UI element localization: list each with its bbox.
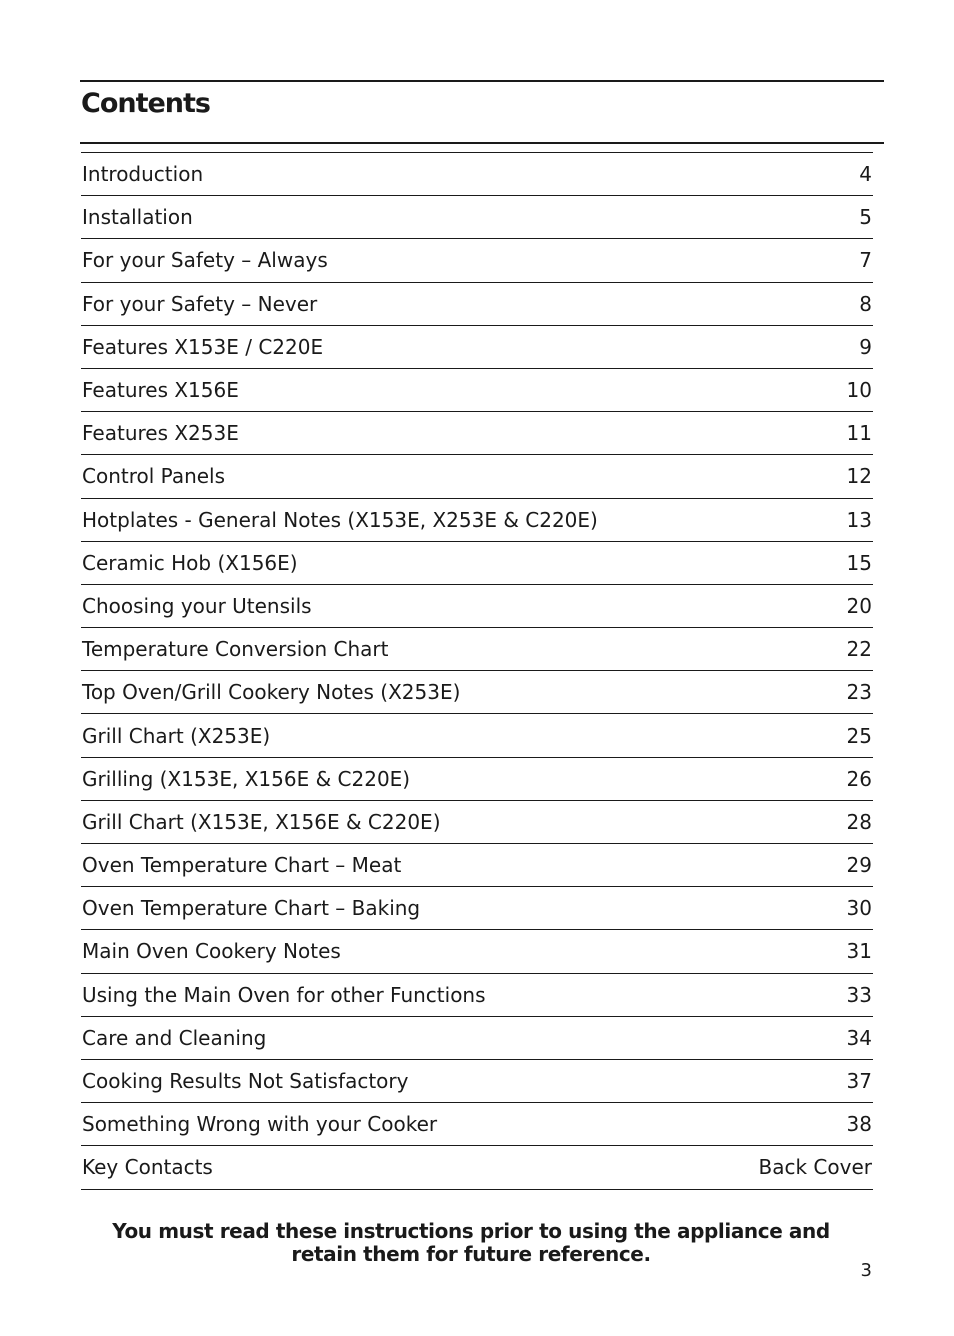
toc-entry xyxy=(81,369,873,412)
toc-entry-page: 5 xyxy=(859,205,872,230)
toc-entry-label: Ceramic Hob (X156E) xyxy=(82,550,298,575)
toc-entry xyxy=(81,1103,873,1146)
toc-entry-page: 37 xyxy=(846,1069,872,1094)
toc-entry-label: Grill Chart (X153E, X156E & C220E) xyxy=(82,809,441,834)
toc-entry xyxy=(81,153,873,196)
toc-entry-page: 8 xyxy=(859,291,872,316)
toc-entry-label: Features X156E xyxy=(82,378,239,403)
toc-entry-page: 7 xyxy=(859,248,872,273)
title-rule xyxy=(80,142,884,144)
toc-entry xyxy=(81,1146,873,1189)
toc-entry xyxy=(81,887,873,930)
toc-entry-page: Back Cover xyxy=(758,1155,872,1180)
toc-entry xyxy=(81,628,873,671)
toc-entry-label: Using the Main Oven for other Functions xyxy=(82,982,486,1007)
table-of-contents xyxy=(81,152,873,1190)
toc-entry-page: 10 xyxy=(846,378,872,403)
toc-entry-label: Grill Chart (X253E) xyxy=(82,723,271,748)
toc-entry-label: For your Safety – Always xyxy=(82,248,328,273)
toc-entry-page: 22 xyxy=(846,637,872,662)
toc-entry-label: Main Oven Cookery Notes xyxy=(82,939,341,964)
toc-entry-label: Cooking Results Not Satisfactory xyxy=(82,1069,409,1094)
toc-entry-label: Features X253E xyxy=(82,421,239,446)
toc-entry-page: 25 xyxy=(846,723,872,748)
toc-entry-label: Introduction xyxy=(82,162,204,187)
toc-entry xyxy=(81,455,873,498)
toc-entry xyxy=(81,1017,873,1060)
toc-entry-page: 20 xyxy=(846,593,872,618)
toc-entry xyxy=(81,239,873,282)
toc-entry-page: 9 xyxy=(859,334,872,359)
toc-entry xyxy=(81,671,873,714)
toc-entry-page: 34 xyxy=(846,1025,872,1050)
toc-entry-page: 38 xyxy=(846,1112,872,1137)
toc-entry xyxy=(81,974,873,1017)
toc-entry-page: 13 xyxy=(846,507,872,532)
toc-entry-label: Top Oven/Grill Cookery Notes (X253E) xyxy=(82,680,461,705)
toc-entry-label: Grilling (X153E, X156E & C220E) xyxy=(82,766,411,791)
toc-entry xyxy=(81,542,873,585)
toc-entry xyxy=(81,196,873,239)
toc-entry-page: 26 xyxy=(846,766,872,791)
toc-entry-label: Temperature Conversion Chart xyxy=(82,637,389,662)
page-number: 3 xyxy=(860,1260,872,1281)
toc-entry-page: 11 xyxy=(846,421,872,446)
toc-entry-label: Care and Cleaning xyxy=(82,1025,267,1050)
toc-entry xyxy=(81,930,873,973)
toc-entry-label: Installation xyxy=(82,205,193,230)
toc-entry-label: Something Wrong with your Cooker xyxy=(82,1112,438,1137)
toc-entry-label: For your Safety – Never xyxy=(82,291,318,316)
toc-entry-page: 28 xyxy=(846,809,872,834)
toc-entry-page: 23 xyxy=(846,680,872,705)
toc-entry xyxy=(81,412,873,455)
toc-entry-label: Oven Temperature Chart – Meat xyxy=(82,853,402,878)
toc-entry-page: 33 xyxy=(846,982,872,1007)
toc-entry xyxy=(81,499,873,542)
toc-entry xyxy=(81,1060,873,1103)
toc-entry xyxy=(81,585,873,628)
toc-entry xyxy=(81,714,873,757)
top-rule xyxy=(80,80,884,82)
toc-entry-page: 31 xyxy=(846,939,872,964)
toc-entry-page: 30 xyxy=(846,896,872,921)
toc-entry-page: 4 xyxy=(859,162,872,187)
toc-entry-label: Choosing your Utensils xyxy=(82,593,312,618)
toc-entry xyxy=(81,844,873,887)
toc-entry xyxy=(81,283,873,326)
toc-entry-label: Oven Temperature Chart – Baking xyxy=(82,896,421,921)
toc-entry xyxy=(81,801,873,844)
toc-entry-page: 15 xyxy=(846,550,872,575)
toc-entry-label: Control Panels xyxy=(82,464,226,489)
toc-entry xyxy=(81,326,873,369)
toc-entry-label: Features X153E / C220E xyxy=(82,334,324,359)
toc-entry-page: 29 xyxy=(846,853,872,878)
toc-entry-label: Hotplates - General Notes (X153E, X253E & C220E) xyxy=(82,507,598,532)
reference-notice: You must read these instructions prior to using the appliance and retain them for future reference. xyxy=(112,1219,830,1266)
toc-entry-page: 12 xyxy=(846,464,872,489)
toc-entry-label: Key Contacts xyxy=(82,1155,213,1180)
toc-entry xyxy=(81,758,873,801)
page-title: Contents xyxy=(81,88,211,119)
